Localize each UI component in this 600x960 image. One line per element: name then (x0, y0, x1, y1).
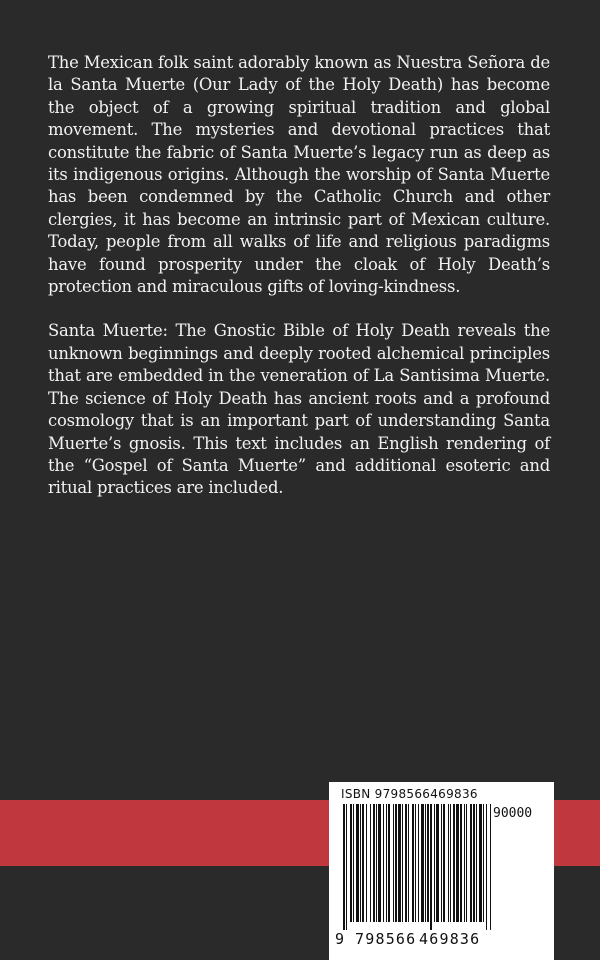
barcode-bar (425, 804, 426, 922)
barcode-bar (456, 804, 459, 922)
barcode-bar (402, 804, 403, 922)
barcode-bar (486, 804, 487, 930)
barcode-bar (362, 804, 364, 922)
barcode-bar (453, 804, 455, 922)
barcode-bars (343, 804, 493, 930)
barcode-bar (479, 804, 482, 922)
description-text (48, 52, 550, 522)
barcode-bar (441, 804, 442, 922)
barcode-bar (383, 804, 384, 922)
barcode-bar (395, 804, 397, 922)
barcode-bar (366, 804, 367, 922)
barcode-bar (434, 804, 435, 922)
barcode-bar (405, 804, 407, 922)
barcode-bar (430, 804, 432, 930)
barcode-bar (483, 804, 484, 922)
barcode-bar (464, 804, 465, 922)
barcode-digit-first: 9 (335, 930, 346, 948)
barcode-bar (398, 804, 401, 922)
barcode-box (329, 782, 554, 960)
barcode-bar (470, 804, 472, 922)
barcode-bar (393, 804, 394, 922)
barcode-bar (421, 804, 424, 922)
barcode-bar (450, 804, 451, 922)
barcode-bar (388, 804, 390, 922)
barcode-bar (436, 804, 439, 922)
barcode-bar (476, 804, 477, 922)
barcode-bar (427, 804, 429, 922)
description-paragraph-2: Santa Muerte: The Gnostic Bible of Holy Death reveals the unknown beginnings and deeply rooted alchemical principles that are embedded in the veneration of La Santisima Muerte. The science of Holy Death has ancient roots and a profound cosmology that is an important part of understanding Santa Muerte’s gnosis. This text includes an English rendering of the “Gospel of Santa Muerte” and additional esoteric and ritual practices are included. (48, 321, 550, 498)
barcode-digits-left: 798566 (355, 930, 417, 948)
barcode-bar (490, 804, 491, 930)
barcode-bar (356, 804, 359, 922)
barcode-bar (386, 804, 387, 922)
price-code: 90000 (493, 806, 533, 821)
barcode-bar (370, 804, 371, 922)
barcode-bar (346, 804, 347, 930)
barcode-bar (460, 804, 462, 922)
barcode-bar (376, 804, 377, 922)
barcode-digits-right: 469836 (419, 930, 481, 948)
barcode-bar (473, 804, 475, 922)
barcode-bar (418, 804, 419, 922)
barcode-bar (448, 804, 449, 922)
barcode-bar (360, 804, 361, 922)
barcode-bar (415, 804, 416, 922)
barcode-bar (373, 804, 375, 922)
isbn-label: ISBN 9798566469836 (341, 787, 478, 801)
barcode-bar (412, 804, 414, 922)
barcode-bar (378, 804, 381, 922)
barcode-bar (443, 804, 445, 922)
barcode-bar (350, 804, 352, 922)
description-paragraph-1: The Mexican folk saint adorably known as Nuestra Señora de la Santa Muerte (Our Lady of the Holy Death) has become the object of a growing spiritual tradition and global movement. The mysteries and devotional practices that constitute the fabric of Santa Muerte’s legacy run as deep as its indigenous origins. Although the worship of Santa Muerte has been condemned by the Catholic Church and other clergies, it has become an intrinsic part of Mexican culture. Today, people from all walks of life and religious paradigms have found prosperity under the cloak of Holy Death’s protection and miraculous gifts of loving-kindness. (48, 53, 550, 297)
barcode-bar (353, 804, 354, 922)
barcode-bar (343, 804, 345, 930)
barcode-bar (466, 804, 467, 922)
barcode-bar (408, 804, 409, 922)
